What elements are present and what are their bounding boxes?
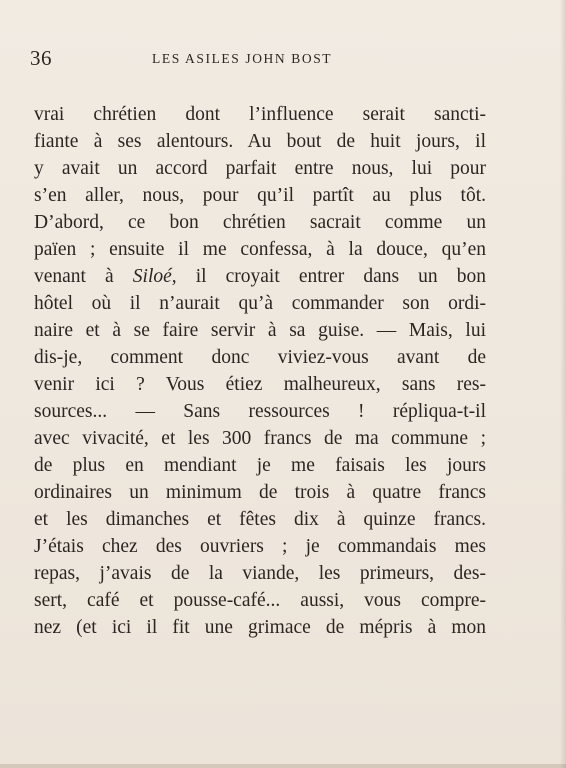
text-line: de plus en mendiant je me faisais les jours (34, 455, 486, 476)
text-line: D’abord, ce bon chrétien sacrait comme un (34, 212, 486, 233)
text-line: naire et à se faire servir à sa guise. — Mais, lui (34, 320, 486, 341)
text-line: venir ici ? Vous étiez malheureux, sans res- (34, 374, 486, 395)
text-line: sources... — Sans ressources ! répliqua-t-il (34, 401, 486, 422)
running-head: LES ASILES JOHN BOST (152, 51, 333, 66)
text-line: et les dimanches et fêtes dix à quinze francs. (34, 509, 486, 530)
text-line: s’en aller, nous, pour qu’il partît au plus tôt. (34, 185, 486, 206)
text-line: fiante à ses alentours. Au bout de huit jours, il (34, 131, 486, 152)
text-line: sert, café et pousse-café... aussi, vous compre- (34, 590, 486, 611)
text-line: venant à Siloé, il croyait entrer dans un bon (34, 266, 486, 287)
text-line: ordinaires un minimum de trois à quatre francs (34, 482, 486, 503)
text-line: avec vivacité, et les 300 francs de ma commune ; (34, 428, 486, 449)
text-line: nez (et ici il fit une grimace de mépris à mon (34, 617, 486, 638)
text-line: païen ; ensuite il me confessa, à la douce, qu’en (34, 239, 486, 260)
text-line: dis-je, comment donc viviez-vous avant de (34, 347, 486, 368)
page-edge-shadow (560, 0, 566, 768)
text-line: hôtel où il n’aurait qu’à commander son ordi- (34, 293, 486, 314)
body-text (34, 101, 486, 641)
italic-place-name: Siloé (132, 266, 172, 287)
text-line: y avait un accord parfait entre nous, lui pour (34, 158, 486, 179)
page-bottom-edge (0, 764, 566, 768)
text-line: repas, j’avais de la viande, les primeurs, des- (34, 563, 486, 584)
page-number: 36 (30, 46, 52, 70)
text-line: vrai chrétien dont l’influence serait sancti- (34, 104, 486, 125)
text-line: J’étais chez des ouvriers ; je commandais mes (34, 536, 486, 557)
